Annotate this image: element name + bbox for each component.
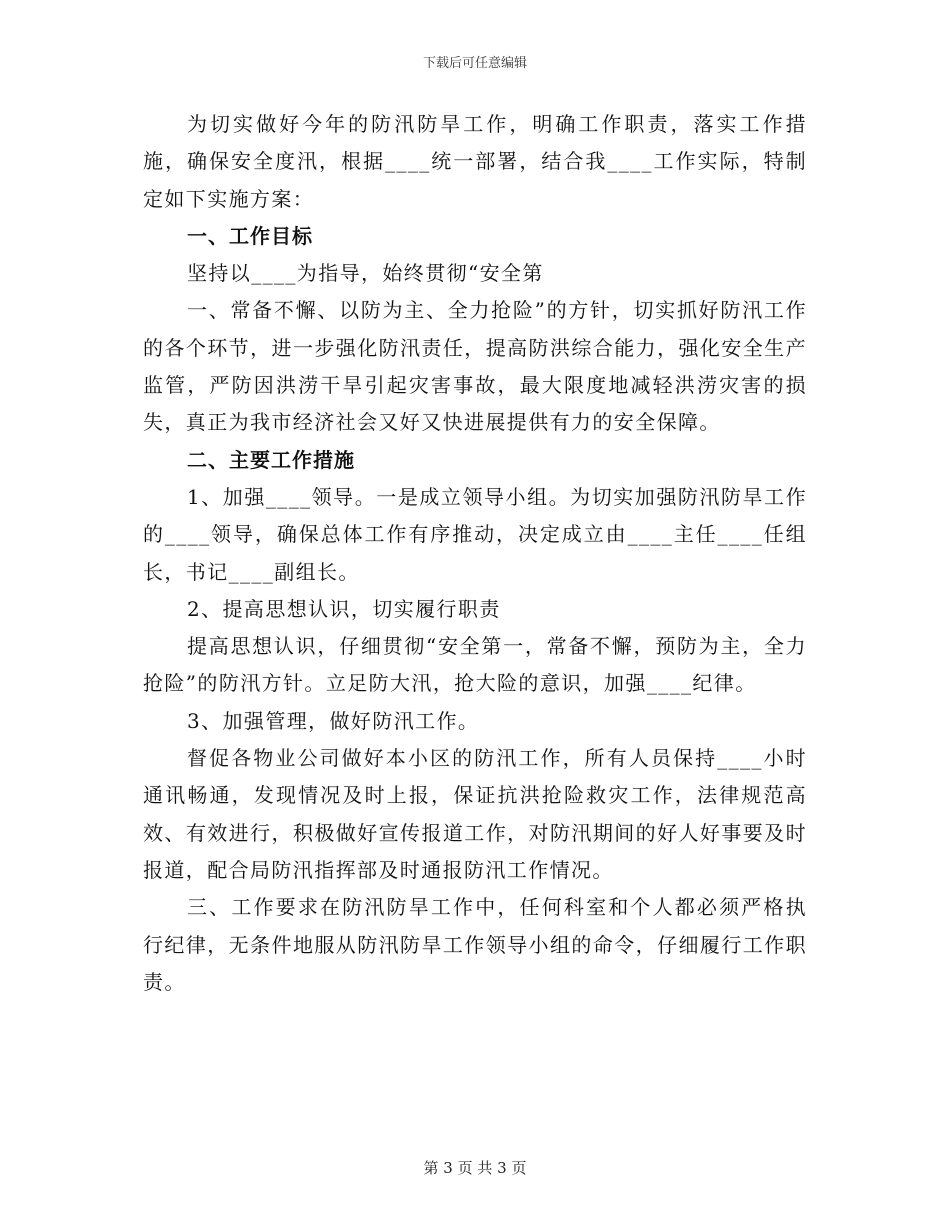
- goals-paragraph-1: 坚持以____为指导，始终贯彻“安全第: [187, 261, 544, 286]
- measure-item-2-body: 提高思想认识，仔细贯彻“安全第一，常备不懈，预防为主，全力抢险”的防汛方针。立足防大汛，抢大险的意识，加强____纪律。: [143, 634, 807, 696]
- measure-item-3-title: 3、加强管理，做好防汛工作。: [187, 708, 480, 733]
- page-header-note: 下载后可任意编辑: [422, 56, 527, 71]
- section-heading-measures: 二、主要工作措施: [187, 447, 355, 472]
- measure-item-3-body: 督促各物业公司做好本小区的防汛工作，所有人员保持____小时通讯畅通，发现情况及时上报，保证抗洪抢险救灾工作，法律规范高效、有效进行，积极做好宣传报道工作，对防汛期间的好人好事要及时报道，配合局防汛指挥部及时通报防汛工作情况。: [143, 746, 807, 882]
- measure-item-1: 1、加强____领导。一是成立领导小组。为切实加强防汛防旱工作的____领导，确保总体工作有序推动，决定成立由____主任____任组长，书记____副组长。: [143, 484, 807, 584]
- document-body: [143, 106, 807, 1001]
- requirements-paragraph: 三、工作要求在防汛防旱工作中，任何科室和个人都必须严格执行纪律，无条件地服从防汛防旱工作领导小组的命令，仔细履行工作职责。: [143, 895, 807, 994]
- section-heading-goals: 一、工作目标: [187, 223, 313, 248]
- intro-paragraph: 为切实做好今年的防汛防旱工作，明确工作职责，落实工作措施，确保安全度汛，根据____统一部署，结合我____工作实际，特制定如下实施方案：: [143, 112, 807, 211]
- page-number: 第 3 页 共 3 页: [423, 1159, 527, 1177]
- goals-paragraph-2: 一、常备不懈、以防为主、全力抢险”的方针，切实抓好防汛工作的各个环节，进一步强化防汛责任，提高防洪综合能力，强化安全生产监管，严防因洪涝干旱引起灾害事故，最大限度地减轻洪涝灾害的损失，真正为我市经济社会又好又快进展提供有力的安全保障。: [143, 298, 807, 435]
- measure-item-2-title: 2、提高思想认识，切实履行职责: [187, 596, 501, 621]
